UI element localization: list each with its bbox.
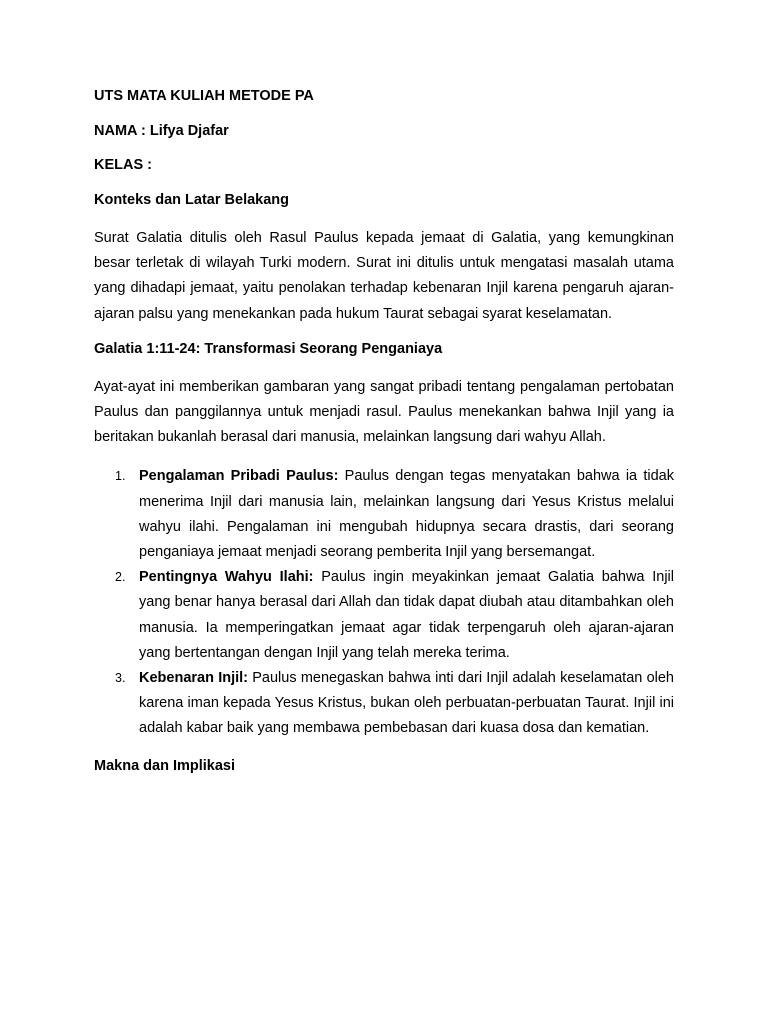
list-item-title: Pengalaman Pribadi Paulus: — [139, 468, 339, 485]
list-item — [94, 666, 674, 742]
paragraph-galatia: Ayat-ayat ini memberikan gambaran yang sangat pribadi tentang pengalaman pertobatan Paulus dan panggilannya untuk menjadi rasul. Paulus menekankan bahwa Injil yang ia beritakan bukanlah berasal dari manusia, melainkan langsung dari wahyu Allah. — [94, 378, 674, 446]
document-title: UTS MATA KULIAH METODE PA — [94, 88, 314, 104]
list-item-title: Kebenaran Injil: — [139, 670, 248, 687]
student-name: NAMA : Lifya Djafar — [94, 123, 229, 139]
class-label: KELAS : — [94, 157, 152, 173]
document-page — [94, 86, 674, 792]
numbered-list — [94, 464, 674, 741]
list-item-text: Paulus ingin meyakinkan jemaat Galatia bahwa Injil yang benar hanya berasal dari Allah dan tidak dapat diubah atau ditambahkan oleh manusia. Ia memperingatkan jemaat agar tidak terpengaruh oleh ajaran-ajaran yang bertentangan dengan Injil yang telah mereka terima. — [139, 569, 674, 661]
list-item-title: Pentingnya Wahyu Ilahi: — [139, 569, 314, 586]
list-item — [94, 565, 674, 666]
list-item-text: Paulus dengan tegas menyatakan bahwa ia tidak menerima Injil dari manusia lain, melainkan langsung dari Yesus Kristus melalui wahyu ilahi. Pengalaman ini mengubah hidupnya secara drastis, dari seorang penganiaya jemaat menjadi seorang pemberita Injil yang bersemangat. — [139, 468, 674, 561]
section-heading-meaning: Makna dan Implikasi — [94, 757, 236, 774]
list-item — [94, 464, 674, 565]
list-number: 2. — [115, 570, 126, 585]
list-item-text: Paulus menegaskan bahwa inti dari Injil adalah keselamatan oleh karena iman kepada Yesus Kristus, bukan oleh perbuatan-perbuatan Taurat. Injil ini adalah kabar baik yang membawa pembebasan dari kuasa dosa dan kematian. — [139, 670, 674, 737]
section-heading-context: Konteks dan Latar Belakang — [94, 192, 289, 208]
section-heading-galatia: Galatia 1:11-24: Transformasi Seorang Penganiaya — [94, 340, 443, 357]
list-number: 3. — [115, 671, 126, 686]
list-number: 1. — [115, 469, 126, 484]
paragraph-context: Surat Galatia ditulis oleh Rasul Paulus kepada jemaat di Galatia, yang kemungkinan besar terletak di wilayah Turki modern. Surat ini ditulis untuk mengatasi masalah utama yang dihadapi jemaat, yaitu penolakan terhadap kebenaran Injil karena pengaruh ajaran-ajaran palsu yang menekankan pada hukum Taurat sebagai syarat keselamatan. — [94, 230, 674, 322]
